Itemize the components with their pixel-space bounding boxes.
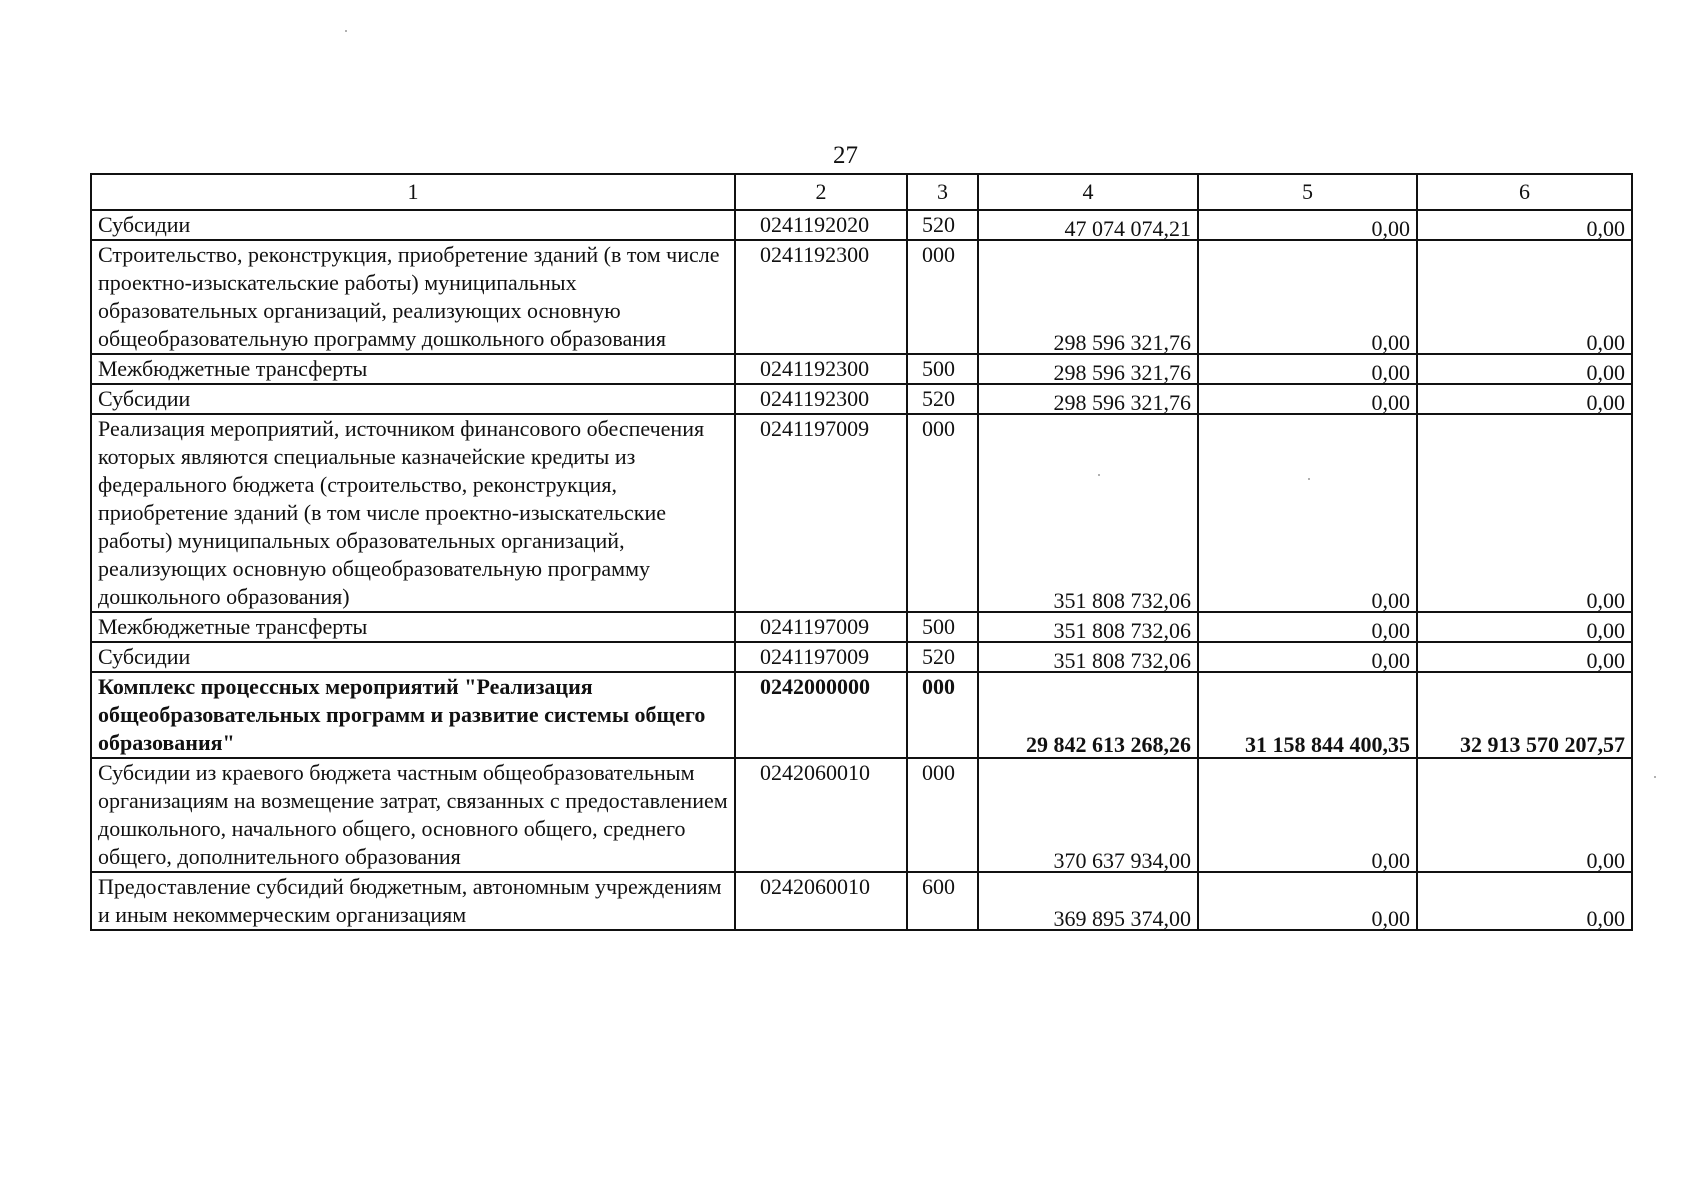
row-amount-col5 [1198,384,1417,414]
row-name: Комплекс процессных мероприятий "Реализация общеобразовательных программ и развитие системы общего образования" [91,672,735,758]
table-row [91,612,1632,642]
row-amount-col4 [978,758,1198,872]
scan-speck [1098,474,1100,476]
row-amount-col4-value: 47 074 074,21 [1064,216,1191,241]
row-code: 0242000000 [735,672,907,758]
row-code: 0242060010 [735,872,907,930]
row-amount-col6 [1417,240,1632,354]
row-amount-col5 [1198,210,1417,240]
row-amount-col6 [1417,672,1632,758]
row-amount-col6-value: 32 913 570 207,57 [1460,732,1625,757]
row-amount-col5-value: 0,00 [1371,216,1410,241]
row-amount-col4 [978,872,1198,930]
column-header-3: 3 [907,174,978,210]
row-amount-col4 [978,384,1198,414]
row-amount-col5 [1198,612,1417,642]
row-amount-col4 [978,642,1198,672]
row-amount-col5 [1198,758,1417,872]
column-header-6: 6 [1417,174,1632,210]
row-amount-col4-value: 298 596 321,76 [1053,390,1191,415]
row-amount-col4 [978,240,1198,354]
row-amount-col4-value: 29 842 613 268,26 [1026,732,1191,757]
row-expense-type: 000 [907,672,978,758]
row-amount-col4-value: 369 895 374,00 [1053,906,1191,931]
row-amount-col4-value: 351 808 732,06 [1053,618,1191,643]
row-name: Субсидии [91,642,735,672]
row-amount-col6 [1417,414,1632,612]
table-row [91,758,1632,872]
row-amount-col6-value: 0,00 [1586,906,1625,931]
row-amount-col5 [1198,354,1417,384]
row-amount-col5-value: 0,00 [1371,588,1410,613]
table-row [91,354,1632,384]
table-header-row [91,174,1632,210]
row-amount-col5-value: 0,00 [1371,360,1410,385]
row-amount-col6 [1417,612,1632,642]
row-amount-col5-value: 0,00 [1371,648,1410,673]
row-amount-col5-value: 0,00 [1371,330,1410,355]
row-amount-col5 [1198,240,1417,354]
column-header-4: 4 [978,174,1198,210]
row-amount-col5-value: 0,00 [1371,618,1410,643]
row-amount-col5-value: 31 158 844 400,35 [1245,732,1410,757]
row-name: Предоставление субсидий бюджетным, автономным учреждениям и иным некоммерческим организациям [91,872,735,930]
row-code: 0241197009 [735,642,907,672]
row-code: 0241192020 [735,210,907,240]
row-amount-col4-value: 351 808 732,06 [1053,588,1191,613]
row-code: 0241192300 [735,384,907,414]
row-amount-col6-value: 0,00 [1586,390,1625,415]
scan-speck [345,30,347,32]
row-amount-col6 [1417,384,1632,414]
row-name: Субсидии из краевого бюджета частным общеобразовательным организациям на возмещение затрат, связанных с предоставлением дошкольного, начального общего, основного общего, среднего общего, дополнительного образования [91,758,735,872]
row-name: Межбюджетные трансферты [91,612,735,642]
row-amount-col4 [978,210,1198,240]
table-row [91,872,1632,930]
row-expense-type: 520 [907,384,978,414]
row-amount-col5 [1198,872,1417,930]
row-expense-type: 000 [907,240,978,354]
row-amount-col5-value: 0,00 [1371,906,1410,931]
row-amount-col5 [1198,642,1417,672]
row-amount-col6 [1417,758,1632,872]
row-amount-col5-value: 0,00 [1371,390,1410,415]
scan-speck [1308,478,1310,480]
row-expense-type: 600 [907,872,978,930]
row-amount-col6-value: 0,00 [1586,848,1625,873]
column-header-2: 2 [735,174,907,210]
table-row [91,240,1632,354]
row-code: 0241192300 [735,240,907,354]
scan-speck [1654,776,1656,778]
row-amount-col4 [978,414,1198,612]
row-code: 0242060010 [735,758,907,872]
row-amount-col4-value: 370 637 934,00 [1053,848,1191,873]
row-amount-col5 [1198,672,1417,758]
row-code: 0241197009 [735,612,907,642]
page-number: 27 [833,142,858,169]
row-amount-col6-value: 0,00 [1586,648,1625,673]
row-amount-col4 [978,354,1198,384]
row-amount-col6 [1417,210,1632,240]
row-expense-type: 500 [907,612,978,642]
row-amount-col4-value: 351 808 732,06 [1053,648,1191,673]
row-name: Межбюджетные трансферты [91,354,735,384]
row-amount-col6-value: 0,00 [1586,216,1625,241]
row-name: Строительство, реконструкция, приобретение зданий (в том числе проектно-изыскательские работы) муниципальных образовательных организаций, реализующих основную общеобразовательную программу дошкольного образования [91,240,735,354]
table-row [91,642,1632,672]
row-amount-col6-value: 0,00 [1586,360,1625,385]
row-name: Реализация мероприятий, источником финансового обеспечения которых являются специальные казначейские кредиты из федерального бюджета (строительство, реконструкция, приобретение зданий (в том числе проектно-изыскательские работы) муниципальных образовательных организаций, реализующих основную общеобразовательную программу дошкольного образования) [91,414,735,612]
row-amount-col6 [1417,872,1632,930]
row-name: Субсидии [91,384,735,414]
row-amount-col6-value: 0,00 [1586,330,1625,355]
row-amount-col6 [1417,642,1632,672]
table-body [91,210,1632,930]
row-amount-col4 [978,612,1198,642]
row-amount-col6 [1417,354,1632,384]
column-header-1: 1 [91,174,735,210]
row-expense-type: 500 [907,354,978,384]
column-header-5: 5 [1198,174,1417,210]
row-expense-type: 520 [907,642,978,672]
row-amount-col4 [978,672,1198,758]
row-code: 0241192300 [735,354,907,384]
row-expense-type: 520 [907,210,978,240]
row-name: Субсидии [91,210,735,240]
row-amount-col5-value: 0,00 [1371,848,1410,873]
table-row [91,672,1632,758]
row-expense-type: 000 [907,758,978,872]
table-row [91,414,1632,612]
table-row [91,384,1632,414]
row-amount-col4-value: 298 596 321,76 [1053,360,1191,385]
row-amount-col6-value: 0,00 [1586,618,1625,643]
row-amount-col6-value: 0,00 [1586,588,1625,613]
table-row [91,210,1632,240]
row-expense-type: 000 [907,414,978,612]
row-amount-col5 [1198,414,1417,612]
row-amount-col4-value: 298 596 321,76 [1053,330,1191,355]
budget-table [90,173,1633,931]
row-code: 0241197009 [735,414,907,612]
